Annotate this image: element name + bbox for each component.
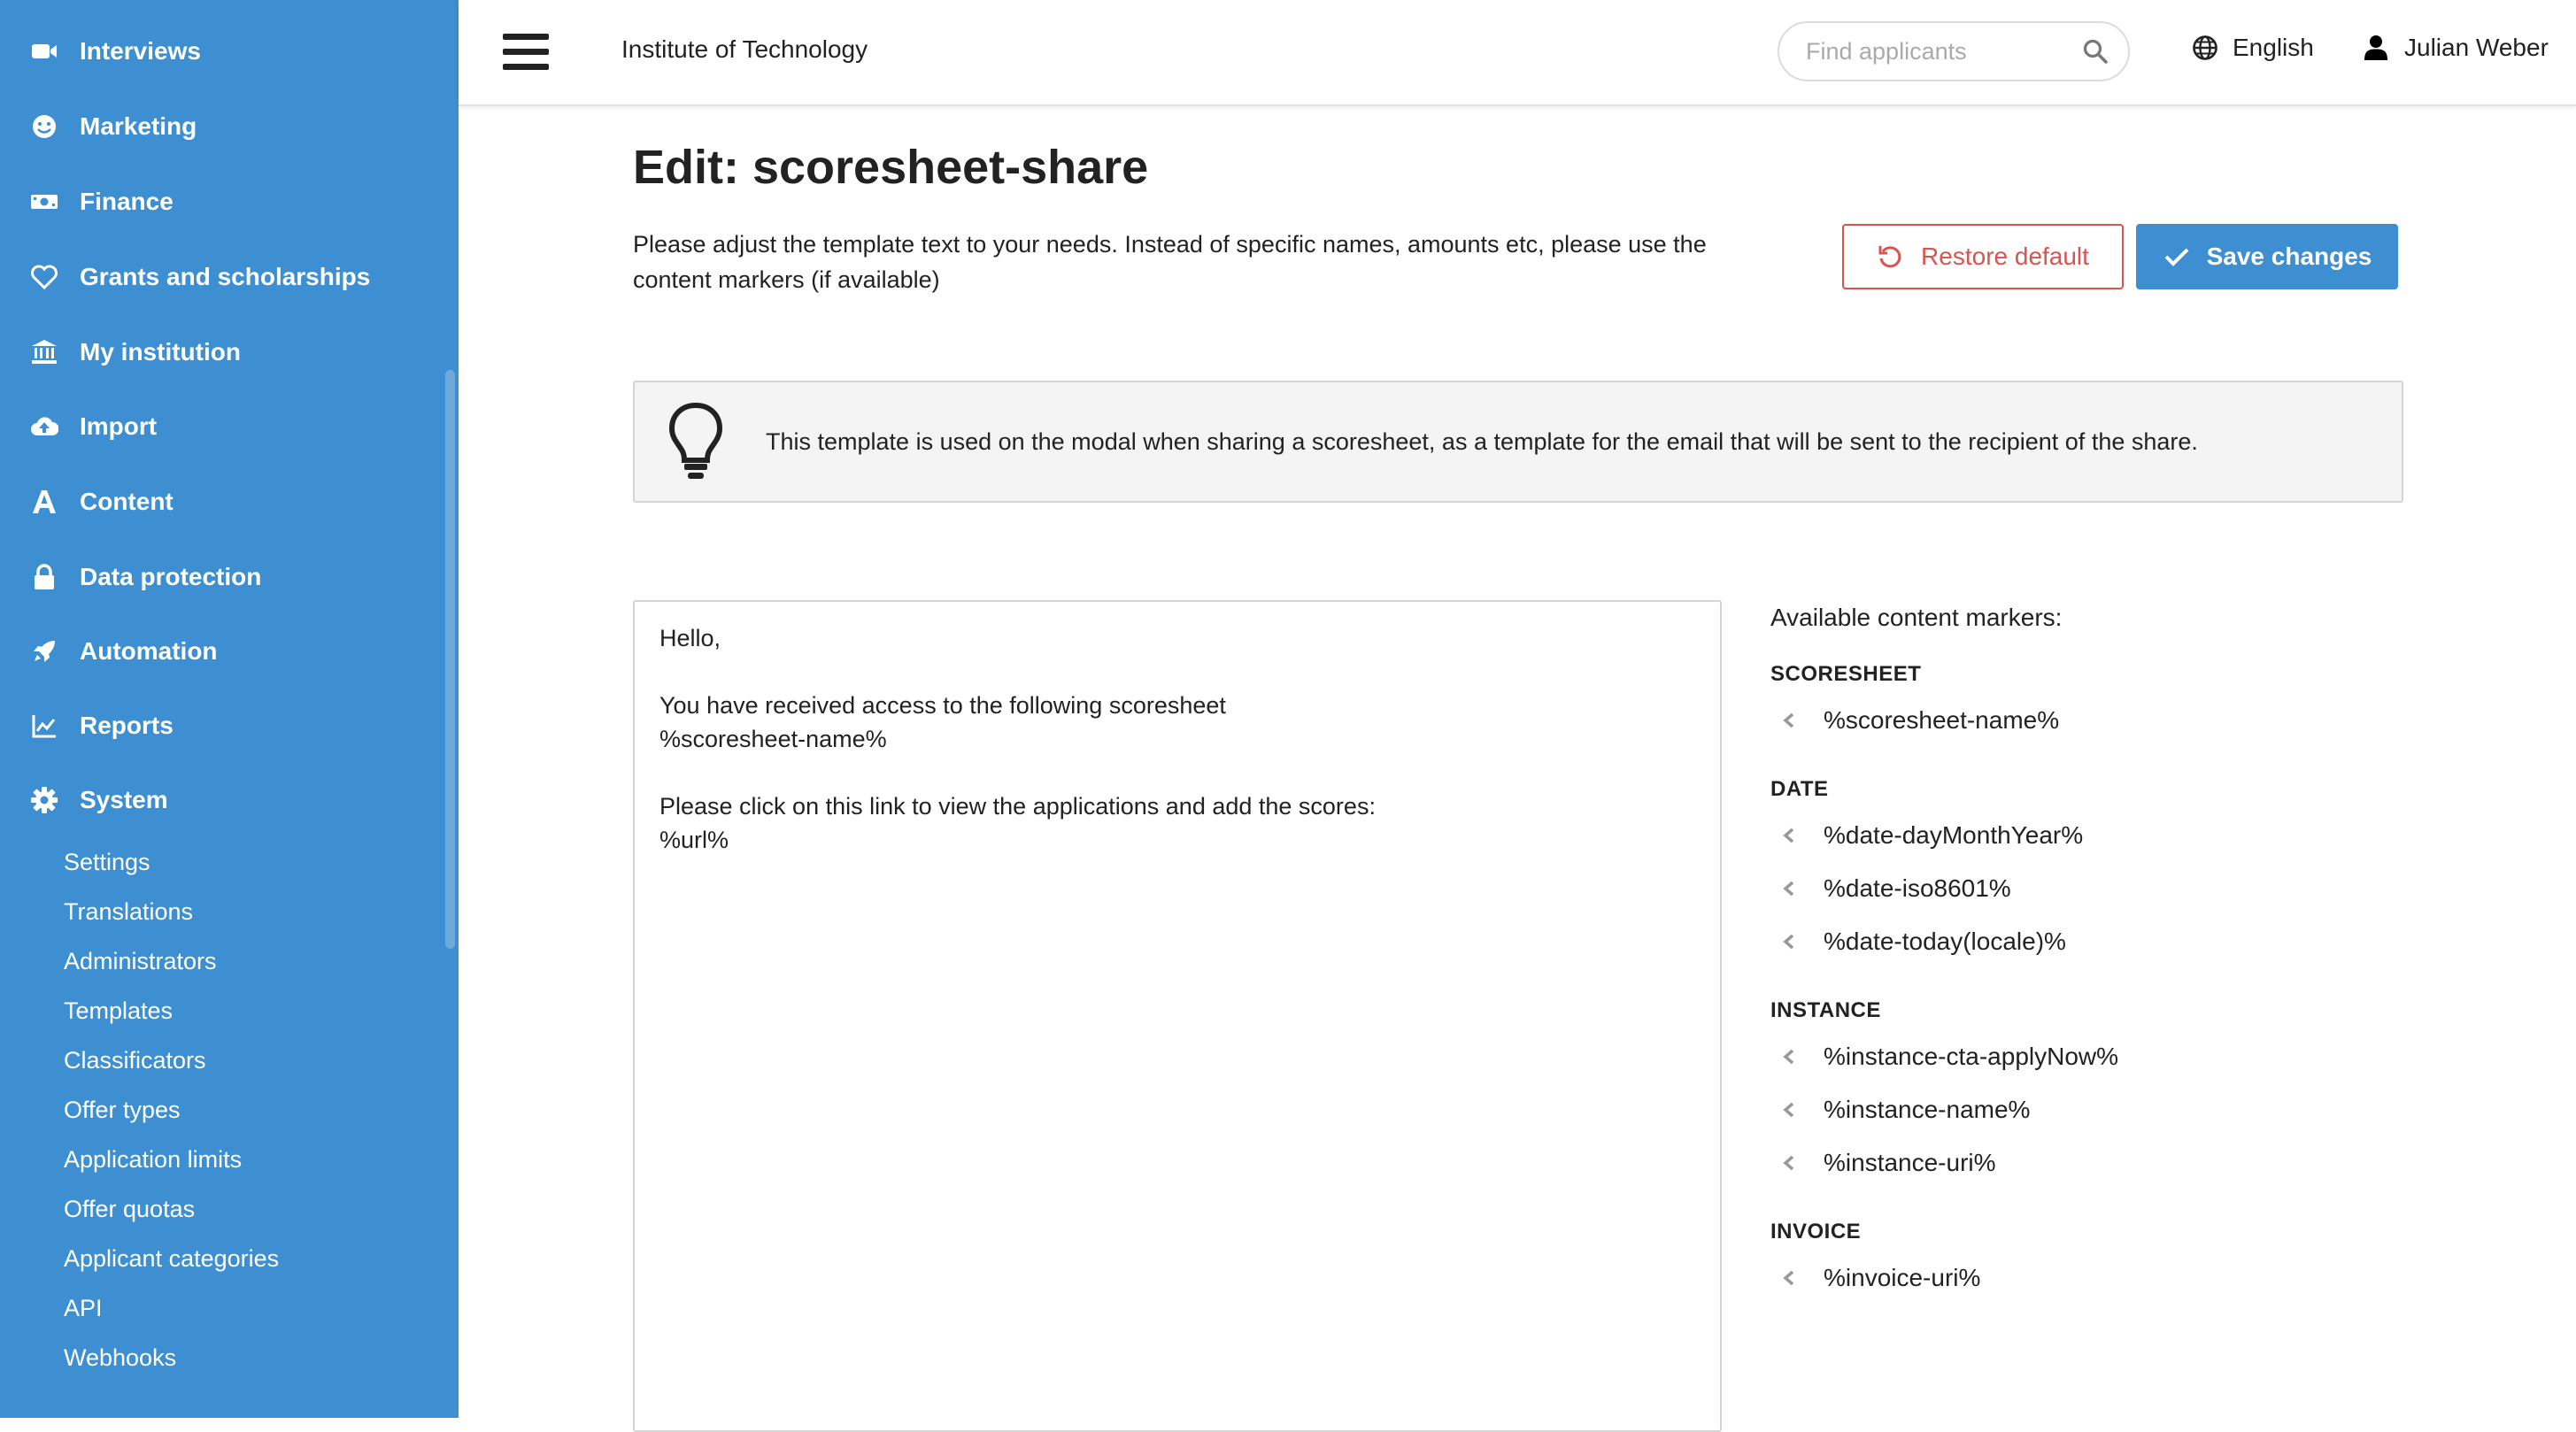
lock-icon <box>23 556 66 598</box>
sidebar-item-finance[interactable] <box>0 175 443 228</box>
chevron-left-icon <box>1781 826 1797 845</box>
sidebar-scrollbar[interactable] <box>445 370 455 949</box>
marker-group-title: INVOICE <box>1770 1220 1862 1243</box>
check-icon <box>2163 243 2191 271</box>
restore-default-button[interactable] <box>1842 224 2124 289</box>
marker-item[interactable] <box>1770 862 2479 915</box>
page-title: Edit: scoresheet-share <box>633 141 1149 194</box>
chart-line-icon <box>23 704 66 747</box>
content-markers-panel <box>1770 600 2479 1305</box>
marker-item[interactable] <box>1770 1251 2479 1305</box>
language-selector[interactable] <box>2192 34 2314 62</box>
marker-item[interactable] <box>1770 809 2479 862</box>
chevron-left-icon <box>1781 1153 1797 1173</box>
save-changes-button[interactable] <box>2136 224 2398 289</box>
menu-toggle-icon[interactable] <box>503 34 549 71</box>
rocket-icon <box>23 630 66 673</box>
info-callout <box>633 381 2403 503</box>
sidebar-item-grants[interactable] <box>0 250 443 304</box>
sidebar-item-label: My institution <box>80 338 241 366</box>
sidebar-item-reports[interactable] <box>0 699 443 752</box>
chevron-left-icon <box>1781 1268 1797 1288</box>
restore-default-label: Restore default <box>1921 243 2089 270</box>
sidebar-sub-settings[interactable]: Settings <box>64 849 150 875</box>
sidebar-item-label: Content <box>80 488 174 515</box>
sidebar <box>0 0 459 1418</box>
cloud-upload-icon <box>23 405 66 448</box>
sidebar-item-label: Finance <box>80 188 174 215</box>
globe-icon <box>2192 35 2218 61</box>
sidebar-item-my-institution[interactable] <box>0 326 443 379</box>
marker-item[interactable] <box>1770 1030 2479 1083</box>
marker-item[interactable] <box>1770 694 2479 747</box>
sidebar-item-label: Grants and scholarships <box>80 263 371 290</box>
template-editor[interactable]: Hello, You have received access to the following scoresheet %scoresheet-name% Please click on this link to view the applications and add the scores: %url% <box>633 600 1722 1432</box>
sidebar-item-label: Reports <box>80 712 174 739</box>
search-input[interactable] <box>1804 37 2073 66</box>
sidebar-item-label: System <box>80 786 168 813</box>
sidebar-item-marketing[interactable] <box>0 100 443 153</box>
sidebar-sub-templates[interactable]: Templates <box>64 997 174 1024</box>
intro-text: Please adjust the template text to your needs. Instead of specific names, amounts etc, please use the content markers (if available) <box>633 231 1707 293</box>
chevron-left-icon <box>1781 879 1797 898</box>
marker-label: %date-today(locale)% <box>1824 928 2066 955</box>
marker-group-title: INSTANCE <box>1770 998 1881 1022</box>
sidebar-sub-offer-types[interactable]: Offer types <box>64 1097 181 1123</box>
sidebar-item-system[interactable] <box>0 774 443 827</box>
markers-heading: Available content markers: <box>1770 604 2063 631</box>
undo-icon <box>1877 243 1903 270</box>
sidebar-sub-api[interactable]: API <box>64 1295 103 1321</box>
search-icon[interactable] <box>2082 38 2109 65</box>
sidebar-item-label: Data protection <box>80 563 262 590</box>
sidebar-item-label: Import <box>80 412 158 440</box>
search-box <box>1778 21 2130 81</box>
sidebar-sub-webhooks[interactable]: Webhooks <box>64 1344 177 1371</box>
language-label: English <box>2233 34 2314 61</box>
sidebar-item-automation[interactable] <box>0 625 443 678</box>
marker-group-title: SCORESHEET <box>1770 662 1922 686</box>
user-name: Julian Weber <box>2404 34 2549 61</box>
marker-label: %instance-cta-applyNow% <box>1824 1043 2119 1070</box>
chevron-left-icon <box>1781 1047 1797 1066</box>
institution-icon <box>23 331 66 373</box>
lightbulb-icon <box>667 402 725 481</box>
gear-icon <box>23 779 66 821</box>
marker-label: %instance-uri% <box>1824 1149 1996 1176</box>
sidebar-sub-administrators[interactable]: Administrators <box>64 948 217 974</box>
sidebar-item-label: Interviews <box>80 37 201 65</box>
marker-item[interactable] <box>1770 1136 2479 1189</box>
chevron-left-icon <box>1781 711 1797 730</box>
main-area <box>459 0 2576 1418</box>
sidebar-sub-translations[interactable]: Translations <box>64 898 194 925</box>
user-icon <box>2364 35 2388 61</box>
user-menu[interactable] <box>2364 34 2549 62</box>
marker-label: %scoresheet-name% <box>1824 706 2060 734</box>
marker-label: %date-iso8601% <box>1824 874 2011 902</box>
sidebar-item-interviews[interactable] <box>0 25 443 78</box>
marker-group-title: DATE <box>1770 777 1829 801</box>
institution-name: Institute of Technology <box>621 35 868 63</box>
sidebar-item-import[interactable] <box>0 400 443 453</box>
sidebar-sub-application-limits[interactable]: Application limits <box>64 1146 243 1173</box>
marker-item[interactable] <box>1770 1083 2479 1136</box>
top-header <box>459 0 2576 106</box>
sidebar-item-label: Automation <box>80 637 218 665</box>
video-camera-icon <box>23 30 66 73</box>
info-text: This template is used on the modal when sharing a scoresheet, as a template for the email that will be sent to the recipient of the share. <box>766 427 2198 455</box>
sidebar-sub-offer-quotas[interactable]: Offer quotas <box>64 1196 196 1222</box>
marker-label: %instance-name% <box>1824 1096 2031 1123</box>
chevron-left-icon <box>1781 932 1797 951</box>
save-changes-label: Save changes <box>2206 243 2372 270</box>
smiley-icon <box>23 105 66 148</box>
marker-label: %date-dayMonthYear% <box>1824 821 2084 849</box>
chevron-left-icon <box>1781 1100 1797 1120</box>
money-bill-icon <box>23 181 66 223</box>
font-icon <box>23 481 66 523</box>
sidebar-sub-applicant-categories[interactable]: Applicant categories <box>64 1245 280 1272</box>
heart-icon <box>23 256 66 298</box>
sidebar-item-data-protection[interactable] <box>0 550 443 604</box>
sidebar-item-label: Marketing <box>80 112 197 140</box>
marker-item[interactable] <box>1770 915 2479 968</box>
sidebar-sub-classificators[interactable]: Classificators <box>64 1047 206 1074</box>
sidebar-item-content[interactable] <box>0 475 443 528</box>
marker-label: %invoice-uri% <box>1824 1264 1981 1291</box>
